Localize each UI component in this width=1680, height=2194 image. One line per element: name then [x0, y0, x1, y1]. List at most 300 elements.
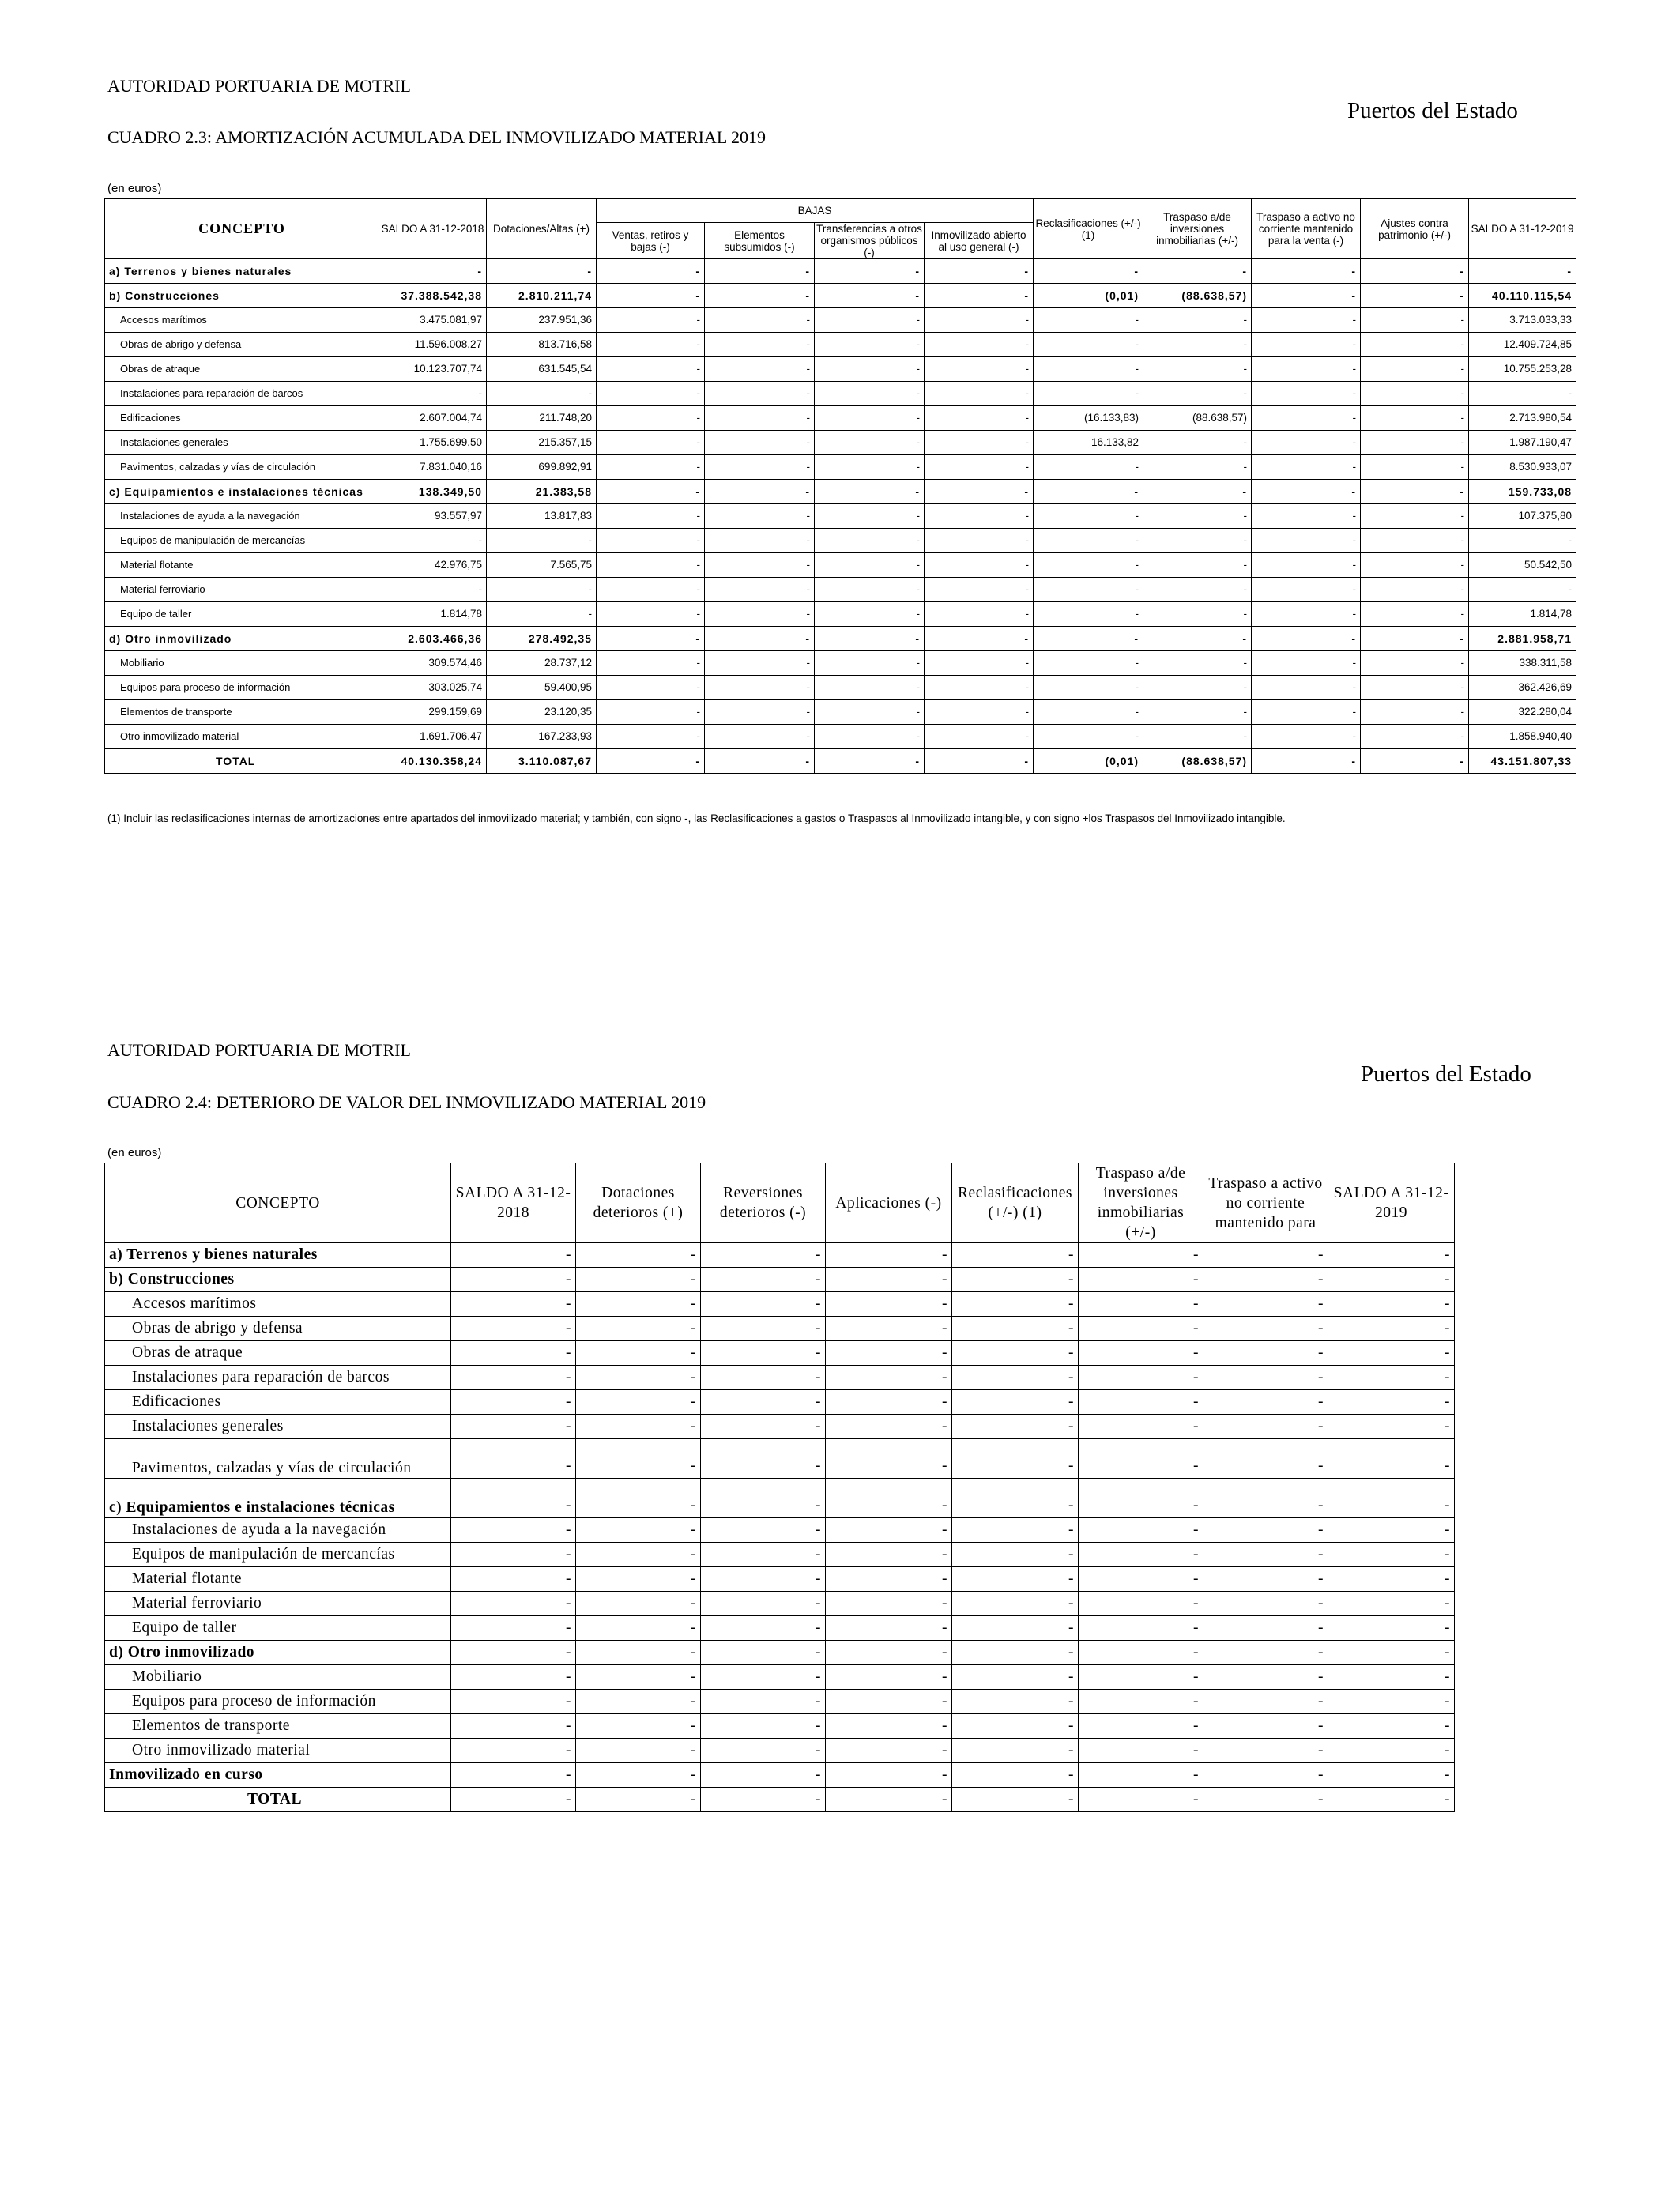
row-value: -	[451, 1616, 576, 1641]
row-value: -	[705, 602, 815, 627]
row-value: 303.025,74	[379, 676, 487, 700]
row-value: -	[597, 259, 705, 284]
row-label: Material flotante	[105, 1567, 451, 1592]
row-value: -	[1079, 1415, 1203, 1439]
row-label: b) Construcciones	[105, 284, 379, 308]
row-value: -	[1203, 1616, 1328, 1641]
table-row	[105, 1714, 1455, 1739]
row-value: -	[597, 553, 705, 578]
row-value: -	[597, 480, 705, 504]
table-row	[105, 1763, 1455, 1788]
row-value: -	[1361, 725, 1469, 749]
row-value: -	[1034, 333, 1143, 357]
table-row	[105, 1616, 1455, 1641]
row-value: 167.233,93	[487, 725, 597, 749]
table-row	[105, 1439, 1455, 1479]
row-value: -	[1252, 333, 1361, 357]
brand-2: Puertos del Estado	[1361, 1061, 1531, 1087]
row-value: -	[1079, 1479, 1203, 1518]
row-value: -	[1079, 1518, 1203, 1543]
table-row	[105, 382, 1576, 406]
row-value: -	[1361, 651, 1469, 676]
impairment-table	[104, 1163, 1455, 1812]
header-aplicaciones-2: Aplicaciones (-)	[826, 1163, 952, 1243]
row-value: -	[826, 1714, 952, 1739]
row-value: -	[379, 259, 487, 284]
row-value: -	[1203, 1479, 1328, 1518]
row-value: -	[815, 455, 925, 480]
row-value: -	[1328, 1292, 1455, 1317]
row-value: -	[1328, 1641, 1455, 1665]
row-value: -	[815, 602, 925, 627]
row-label: Equipos para proceso de información	[105, 676, 379, 700]
row-value: -	[952, 1479, 1079, 1518]
row-value: -	[815, 700, 925, 725]
row-value: (16.133,83)	[1034, 406, 1143, 431]
row-value: -	[451, 1690, 576, 1714]
table-row	[105, 1243, 1455, 1268]
row-value: -	[576, 1543, 701, 1567]
row-value: -	[1252, 455, 1361, 480]
row-value: -	[1469, 578, 1576, 602]
table-row	[105, 455, 1576, 480]
row-value: -	[1143, 480, 1252, 504]
row-value: -	[705, 431, 815, 455]
row-value: -	[705, 529, 815, 553]
row-value: -	[826, 1243, 952, 1268]
row-value: -	[1079, 1243, 1203, 1268]
header-dotaciones-2: Dotaciones deterioros (+)	[576, 1163, 701, 1243]
row-value: -	[826, 1665, 952, 1690]
row-value: -	[952, 1518, 1079, 1543]
row-value: -	[451, 1415, 576, 1439]
row-value: -	[1034, 480, 1143, 504]
row-value: -	[1203, 1415, 1328, 1439]
row-value: -	[705, 308, 815, 333]
row-value: -	[925, 529, 1034, 553]
row-value: -	[952, 1317, 1079, 1341]
row-label: Equipos de manipulación de mercancías	[105, 529, 379, 553]
row-value: -	[487, 382, 597, 406]
row-value: 12.409.724,85	[1469, 333, 1576, 357]
row-value: -	[1034, 308, 1143, 333]
row-value: 1.691.706,47	[379, 725, 487, 749]
row-value: -	[1079, 1390, 1203, 1415]
row-value: -	[815, 529, 925, 553]
row-value: -	[701, 1641, 826, 1665]
row-value: 16.133,82	[1034, 431, 1143, 455]
row-value: -	[826, 1390, 952, 1415]
row-value: -	[1328, 1268, 1455, 1292]
row-value: -	[451, 1390, 576, 1415]
row-value: -	[1034, 725, 1143, 749]
row-label: Pavimentos, calzadas y vías de circulación	[105, 455, 379, 480]
row-value: -	[1361, 602, 1469, 627]
row-value: -	[701, 1543, 826, 1567]
row-value: -	[576, 1317, 701, 1341]
row-label: Accesos marítimos	[105, 308, 379, 333]
row-label: Instalaciones generales	[105, 1415, 451, 1439]
row-value: -	[1361, 431, 1469, 455]
row-value: -	[1143, 725, 1252, 749]
row-value: -	[1203, 1592, 1328, 1616]
row-value: -	[1143, 627, 1252, 651]
row-value: -	[815, 504, 925, 529]
row-label: TOTAL	[105, 1788, 451, 1812]
row-value: -	[1034, 651, 1143, 676]
header-traspaso-activo-2: Traspaso a activo no corriente mantenido para	[1203, 1163, 1328, 1243]
row-value: -	[597, 431, 705, 455]
row-value: -	[1252, 725, 1361, 749]
row-value: -	[1469, 259, 1576, 284]
row-value: -	[1203, 1788, 1328, 1812]
row-value: -	[826, 1317, 952, 1341]
row-value: -	[597, 602, 705, 627]
row-label: b) Construcciones	[105, 1268, 451, 1292]
row-label: Obras de atraque	[105, 357, 379, 382]
row-label: Material ferroviario	[105, 578, 379, 602]
row-value: -	[826, 1592, 952, 1616]
row-value: -	[815, 627, 925, 651]
row-value: -	[1361, 529, 1469, 553]
header-ajustes: Ajustes contra patrimonio (+/-)	[1361, 199, 1469, 259]
row-value: -	[1143, 504, 1252, 529]
row-value: -	[701, 1341, 826, 1366]
row-value: -	[487, 259, 597, 284]
row-value: -	[925, 578, 1034, 602]
row-label: Mobiliario	[105, 1665, 451, 1690]
row-value: -	[1252, 749, 1361, 774]
row-value: 309.574,46	[379, 651, 487, 676]
total-row	[105, 1788, 1455, 1812]
row-value: -	[1252, 529, 1361, 553]
header-traspaso-inversiones-2: Traspaso a/de inversiones inmobiliarias (+/-)	[1079, 1163, 1203, 1243]
row-value: -	[701, 1592, 826, 1616]
row-value: -	[1143, 651, 1252, 676]
row-value: -	[701, 1317, 826, 1341]
row-value: -	[925, 700, 1034, 725]
row-value: -	[576, 1690, 701, 1714]
row-value: 3.713.033,33	[1469, 308, 1576, 333]
row-value: -	[705, 651, 815, 676]
row-value: -	[576, 1341, 701, 1366]
row-value: -	[451, 1543, 576, 1567]
row-value: -	[815, 431, 925, 455]
table-row	[105, 1518, 1455, 1543]
row-value: -	[451, 1341, 576, 1366]
row-value: -	[1034, 602, 1143, 627]
row-value: 37.388.542,38	[379, 284, 487, 308]
row-label: Equipos de manipulación de mercancías	[105, 1543, 451, 1567]
table-row	[105, 700, 1576, 725]
row-value: -	[1328, 1341, 1455, 1366]
row-value: -	[826, 1739, 952, 1763]
row-value: -	[597, 284, 705, 308]
row-value: -	[826, 1690, 952, 1714]
row-value: -	[597, 700, 705, 725]
row-value: -	[705, 676, 815, 700]
row-value: -	[705, 504, 815, 529]
header-bajas: BAJAS	[597, 199, 1034, 223]
row-value: -	[1252, 651, 1361, 676]
row-value: 10.123.707,74	[379, 357, 487, 382]
row-value: -	[705, 284, 815, 308]
row-value: -	[952, 1788, 1079, 1812]
row-value: -	[597, 725, 705, 749]
row-value: -	[815, 578, 925, 602]
row-label: Edificaciones	[105, 406, 379, 431]
row-value: -	[1079, 1268, 1203, 1292]
row-value: -	[1328, 1439, 1455, 1479]
row-value: -	[451, 1567, 576, 1592]
header-elementos: Elementos subsumidos (-)	[705, 223, 815, 259]
row-value: -	[701, 1292, 826, 1317]
row-value: -	[1203, 1243, 1328, 1268]
row-value: -	[1328, 1317, 1455, 1341]
table-row	[105, 529, 1576, 553]
row-label: Obras de abrigo y defensa	[105, 333, 379, 357]
row-value: -	[826, 1616, 952, 1641]
row-value: -	[1328, 1415, 1455, 1439]
row-value: -	[1252, 504, 1361, 529]
row-value: -	[1469, 382, 1576, 406]
row-value: 159.733,08	[1469, 480, 1576, 504]
table-row	[105, 1415, 1455, 1439]
row-value: 8.530.933,07	[1469, 455, 1576, 480]
header-ventas: Ventas, retiros y bajas (-)	[597, 223, 705, 259]
row-value: -	[1079, 1317, 1203, 1341]
row-value: -	[925, 284, 1034, 308]
row-value: -	[1143, 455, 1252, 480]
row-value: -	[1034, 259, 1143, 284]
table-row	[105, 406, 1576, 431]
row-value: -	[576, 1518, 701, 1543]
table-row	[105, 1479, 1455, 1518]
table-row	[105, 333, 1576, 357]
row-value: -	[925, 504, 1034, 529]
row-value: -	[826, 1567, 952, 1592]
row-value: -	[1079, 1292, 1203, 1317]
row-value: -	[815, 357, 925, 382]
row-label: Mobiliario	[105, 651, 379, 676]
row-value: -	[705, 627, 815, 651]
row-value: -	[1328, 1788, 1455, 1812]
row-value: 278.492,35	[487, 627, 597, 651]
row-value: -	[1361, 357, 1469, 382]
row-value: 211.748,20	[487, 406, 597, 431]
row-value: 1.987.190,47	[1469, 431, 1576, 455]
row-value: -	[826, 1641, 952, 1665]
row-value: -	[1143, 676, 1252, 700]
row-value: -	[1143, 529, 1252, 553]
row-value: -	[1328, 1390, 1455, 1415]
row-value: -	[597, 578, 705, 602]
row-value: 338.311,58	[1469, 651, 1576, 676]
row-value: -	[1203, 1714, 1328, 1739]
row-value: -	[1328, 1518, 1455, 1543]
row-value: -	[815, 725, 925, 749]
header-reversiones-2: Reversiones deterioros (-)	[701, 1163, 826, 1243]
row-label: c) Equipamientos e instalaciones técnicas	[105, 1479, 451, 1518]
row-value: -	[1328, 1763, 1455, 1788]
row-value: -	[1328, 1616, 1455, 1641]
row-value: -	[1203, 1665, 1328, 1690]
units-label-2: (en euros)	[107, 1146, 162, 1159]
header-concepto: CONCEPTO	[105, 199, 379, 259]
table-row	[105, 1390, 1455, 1415]
row-value: -	[576, 1415, 701, 1439]
row-value: -	[597, 529, 705, 553]
row-value: -	[1361, 480, 1469, 504]
row-label: Instalaciones generales	[105, 431, 379, 455]
row-value: -	[815, 676, 925, 700]
row-value: -	[705, 480, 815, 504]
row-value: -	[1252, 700, 1361, 725]
row-value: 1.755.699,50	[379, 431, 487, 455]
row-value: -	[925, 406, 1034, 431]
row-value: -	[1143, 357, 1252, 382]
row-value: -	[705, 749, 815, 774]
table-row	[105, 504, 1576, 529]
row-value: -	[1252, 308, 1361, 333]
row-value: -	[826, 1788, 952, 1812]
footnote: (1) Incluir las reclasificaciones internas de amortizaciones entre apartados del inmovilizado material; y también, con signo -, las Reclasificaciones a gastos o Traspasos al Inmovilizado intangible, y con signo +los Traspasos del Inmovilizado intangible.	[107, 812, 1286, 824]
row-value: -	[1203, 1317, 1328, 1341]
row-value: -	[1079, 1665, 1203, 1690]
row-label: Equipo de taller	[105, 1616, 451, 1641]
row-value: -	[952, 1567, 1079, 1592]
row-value: -	[952, 1292, 1079, 1317]
table-row	[105, 578, 1576, 602]
row-value: -	[1361, 627, 1469, 651]
row-value: -	[701, 1518, 826, 1543]
row-value: -	[451, 1268, 576, 1292]
row-value: 2.881.958,71	[1469, 627, 1576, 651]
row-value: -	[1252, 602, 1361, 627]
row-label: Instalaciones para reparación de barcos	[105, 1366, 451, 1390]
row-value: -	[1143, 578, 1252, 602]
row-value: -	[925, 553, 1034, 578]
row-value: 7.831.040,16	[379, 455, 487, 480]
row-value: 42.976,75	[379, 553, 487, 578]
row-value: -	[952, 1665, 1079, 1690]
row-value: -	[1361, 676, 1469, 700]
row-label: Material flotante	[105, 553, 379, 578]
row-value: -	[952, 1439, 1079, 1479]
row-label: Instalaciones para reparación de barcos	[105, 382, 379, 406]
row-value: -	[925, 259, 1034, 284]
row-value: 11.596.008,27	[379, 333, 487, 357]
row-value: -	[1079, 1341, 1203, 1366]
table-row	[105, 1739, 1455, 1763]
row-value: -	[952, 1739, 1079, 1763]
row-label: Pavimentos, calzadas y vías de circulación	[105, 1439, 451, 1479]
row-value: -	[826, 1543, 952, 1567]
row-value: -	[1252, 284, 1361, 308]
row-value: -	[1361, 406, 1469, 431]
row-value: -	[925, 333, 1034, 357]
table-row	[105, 651, 1576, 676]
row-value: -	[1328, 1243, 1455, 1268]
row-value: -	[1034, 578, 1143, 602]
row-value: -	[701, 1439, 826, 1479]
row-value: -	[701, 1665, 826, 1690]
row-value: -	[705, 578, 815, 602]
row-value: 631.545,54	[487, 357, 597, 382]
row-value: -	[701, 1268, 826, 1292]
row-value: -	[597, 308, 705, 333]
row-label: Otro inmovilizado material	[105, 725, 379, 749]
row-value: -	[1079, 1690, 1203, 1714]
row-value: -	[1252, 676, 1361, 700]
row-value: -	[1034, 529, 1143, 553]
row-value: -	[701, 1714, 826, 1739]
row-value: -	[1361, 284, 1469, 308]
row-value: (88.638,57)	[1143, 749, 1252, 774]
row-value: -	[576, 1739, 701, 1763]
units-label-1: (en euros)	[107, 182, 162, 195]
row-value: -	[815, 553, 925, 578]
header-reclasificaciones-2: Reclasificaciones (+/-) (1)	[952, 1163, 1079, 1243]
row-value: -	[597, 676, 705, 700]
row-value: (0,01)	[1034, 749, 1143, 774]
row-value: 10.755.253,28	[1469, 357, 1576, 382]
row-value: -	[576, 1616, 701, 1641]
row-value: -	[705, 357, 815, 382]
row-value: (88.638,57)	[1143, 406, 1252, 431]
table-row	[105, 284, 1576, 308]
header-transferencias: Transferencias a otros organismos públicos (-)	[815, 223, 925, 259]
row-value: 23.120,35	[487, 700, 597, 725]
row-value: -	[1079, 1714, 1203, 1739]
row-value: -	[701, 1415, 826, 1439]
row-value: 40.110.115,54	[1469, 284, 1576, 308]
row-value: -	[597, 333, 705, 357]
row-value: -	[1328, 1479, 1455, 1518]
row-value: -	[701, 1390, 826, 1415]
row-value: -	[952, 1543, 1079, 1567]
table-title-1: CUADRO 2.3: AMORTIZACIÓN ACUMULADA DEL INMOVILIZADO MATERIAL 2019	[107, 127, 767, 147]
row-value: -	[925, 431, 1034, 455]
row-value: -	[1203, 1690, 1328, 1714]
row-value: -	[576, 1390, 701, 1415]
row-value: -	[925, 480, 1034, 504]
row-value: -	[597, 357, 705, 382]
row-value: 2.713.980,54	[1469, 406, 1576, 431]
row-value: -	[1203, 1641, 1328, 1665]
row-value: -	[1034, 455, 1143, 480]
row-value: -	[1252, 406, 1361, 431]
row-value: -	[1079, 1567, 1203, 1592]
row-value: -	[576, 1479, 701, 1518]
row-value: -	[597, 749, 705, 774]
row-value: 40.130.358,24	[379, 749, 487, 774]
row-value: -	[952, 1243, 1079, 1268]
row-label: d) Otro inmovilizado	[105, 1641, 451, 1665]
row-value: -	[952, 1341, 1079, 1366]
row-value: -	[1143, 259, 1252, 284]
table-row	[105, 1292, 1455, 1317]
row-value: -	[1079, 1641, 1203, 1665]
row-value: -	[1034, 676, 1143, 700]
row-value: -	[815, 406, 925, 431]
row-value: -	[1361, 504, 1469, 529]
row-value: 813.716,58	[487, 333, 597, 357]
row-value: -	[1034, 382, 1143, 406]
row-value: -	[1361, 259, 1469, 284]
row-value: -	[1469, 529, 1576, 553]
row-value: -	[701, 1479, 826, 1518]
